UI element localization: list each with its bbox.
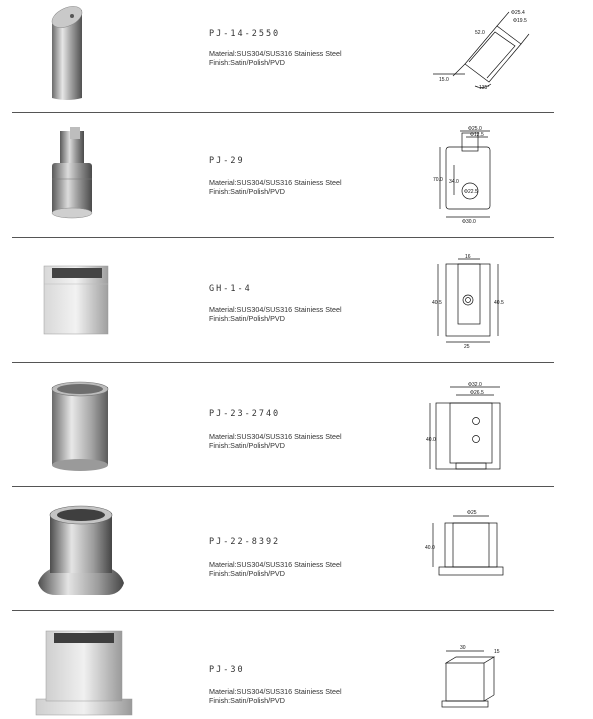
technical-drawing	[425, 507, 515, 584]
product-code: GH-1-4	[209, 284, 252, 294]
dim-label: 25	[464, 344, 470, 350]
product-row-4	[0, 363, 593, 487]
dim-label: Φ30.0	[462, 219, 476, 225]
product-material: Material:SUS304/SUS316 Stainiess Steel	[209, 178, 342, 187]
product-photo	[22, 2, 152, 102]
product-row-2	[0, 113, 593, 237]
dim-label: 30	[460, 645, 466, 651]
product-row-3	[0, 238, 593, 362]
product-finish: Finish:Satin/Polish/PVD	[209, 569, 285, 578]
product-photo	[22, 373, 152, 473]
product-finish: Finish:Satin/Polish/PVD	[209, 441, 285, 450]
technical-drawing	[430, 252, 510, 357]
product-finish: Finish:Satin/Polish/PVD	[209, 314, 285, 323]
product-material: Material:SUS304/SUS316 Stainiess Steel	[209, 687, 342, 696]
product-photo	[22, 123, 152, 223]
dim-label: 40.5	[494, 300, 504, 306]
dim-label: 135°	[479, 85, 490, 91]
dim-label: Φ32.0	[468, 382, 482, 388]
product-row-5	[0, 487, 593, 611]
product-material: Material:SUS304/SUS316 Stainiess Steel	[209, 560, 342, 569]
technical-drawing	[426, 381, 516, 480]
dim-label: Φ12.5	[470, 132, 484, 138]
product-row-1	[0, 0, 593, 112]
technical-drawing	[425, 4, 535, 99]
dim-label: Φ26.5	[470, 390, 484, 396]
product-material: Material:SUS304/SUS316 Stainiess Steel	[209, 305, 342, 314]
product-photo	[22, 254, 152, 344]
dim-label: 15	[494, 649, 500, 655]
dim-label: Φ22.5	[464, 189, 478, 195]
product-photo	[22, 495, 152, 605]
product-code: PJ-29	[209, 156, 245, 166]
dim-label: 40.0	[426, 437, 436, 443]
product-code: PJ-30	[209, 665, 245, 675]
dim-label: Φ25.0	[468, 126, 482, 132]
product-finish: Finish:Satin/Polish/PVD	[209, 58, 285, 67]
product-code: PJ-23-2740	[209, 409, 281, 419]
technical-drawing	[436, 641, 506, 716]
dim-label: Φ25	[467, 510, 477, 516]
dim-label: 15.0	[439, 77, 449, 83]
dim-label: 40.0	[425, 545, 435, 551]
product-photo	[22, 619, 152, 719]
product-material: Material:SUS304/SUS316 Stainiess Steel	[209, 49, 342, 58]
product-row-6	[0, 611, 593, 719]
dim-label: 40.5	[432, 300, 442, 306]
dim-label: Φ25.4	[511, 10, 525, 16]
product-code: PJ-22-8392	[209, 537, 281, 547]
product-finish: Finish:Satin/Polish/PVD	[209, 187, 285, 196]
product-code: PJ-14-2550	[209, 29, 281, 39]
product-material: Material:SUS304/SUS316 Stainiess Steel	[209, 432, 342, 441]
dim-label: 34.0	[449, 179, 459, 185]
technical-drawing	[432, 125, 512, 230]
dim-label: 70.0	[433, 177, 443, 183]
product-finish: Finish:Satin/Polish/PVD	[209, 696, 285, 705]
dim-label: 16	[465, 254, 471, 260]
dim-label: Φ19.5	[513, 18, 527, 24]
dim-label: 52.0	[475, 30, 485, 36]
